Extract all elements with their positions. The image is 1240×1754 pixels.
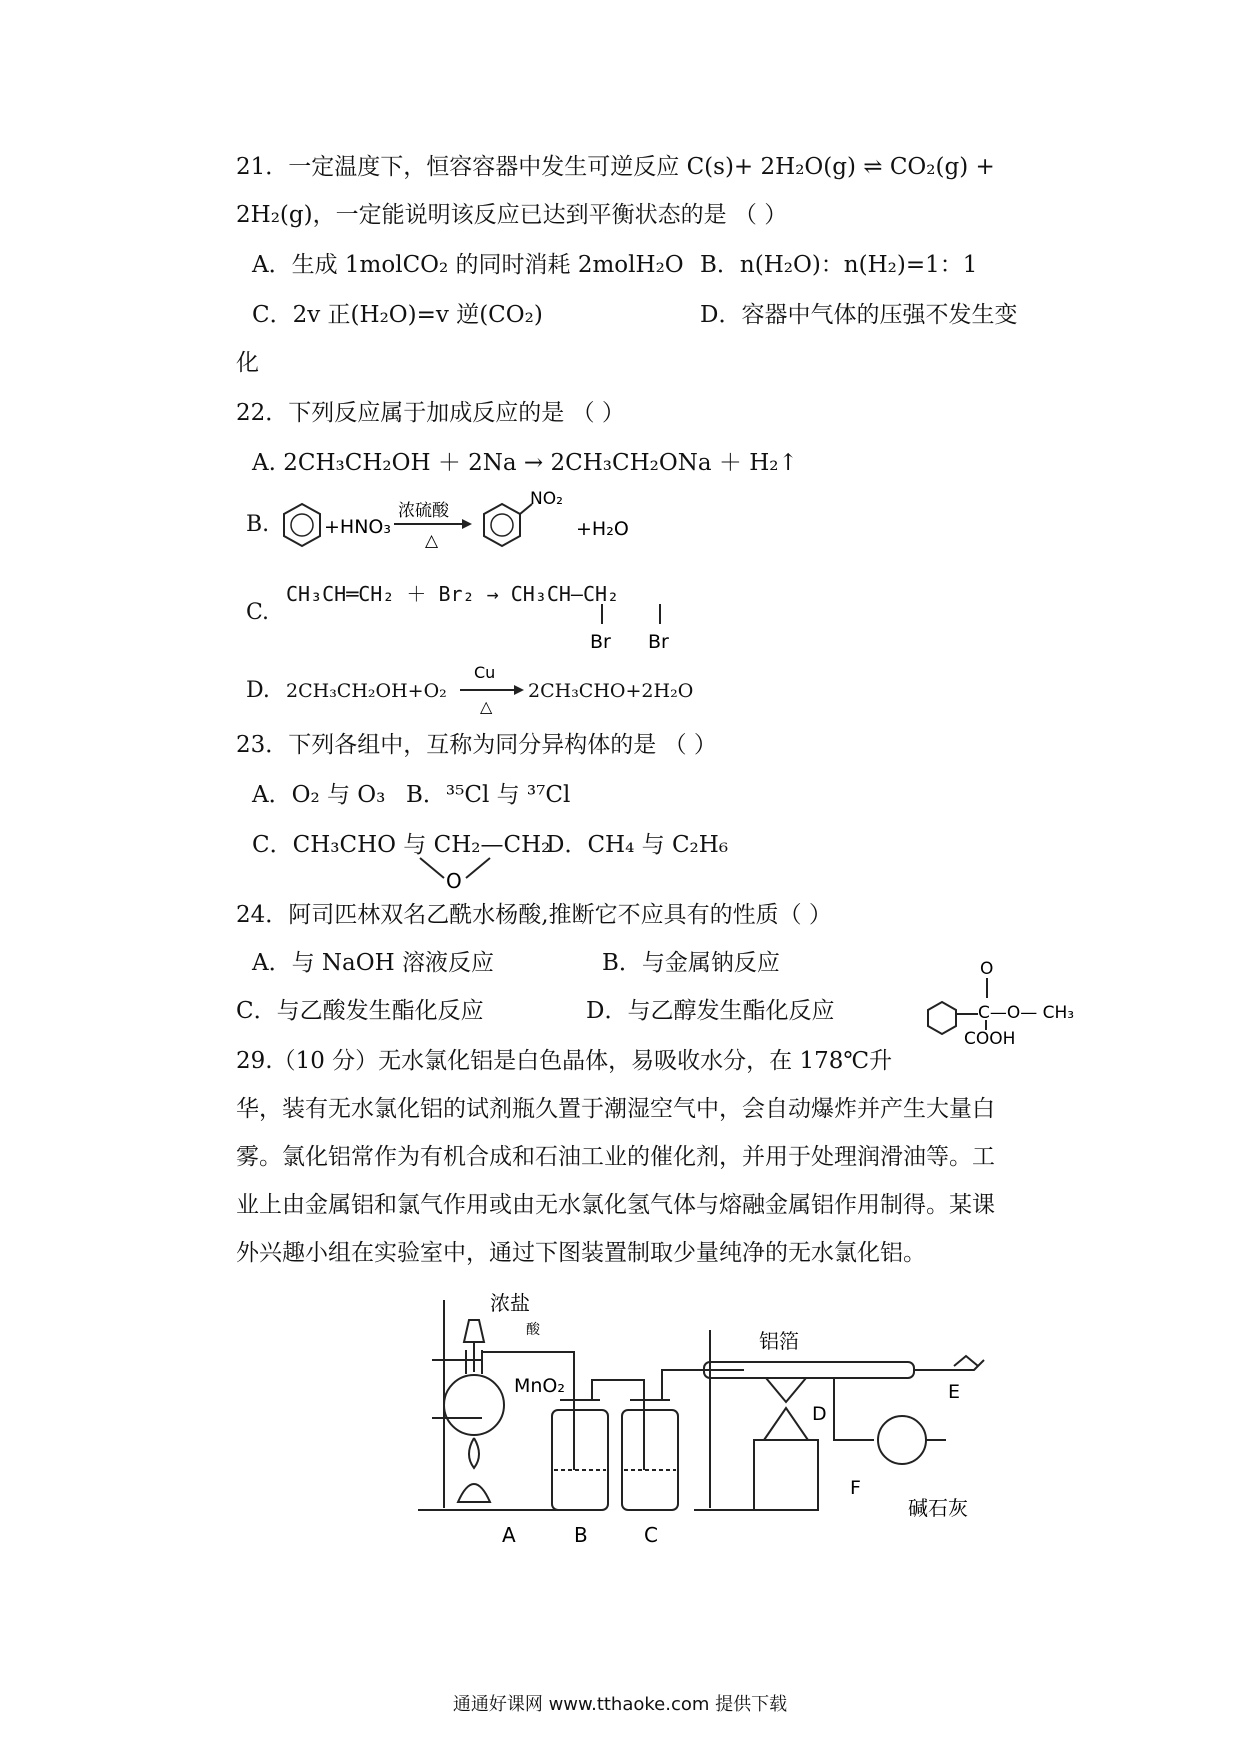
q22-option-d-right: 2CH₃CHO+2H₂O — [528, 680, 694, 702]
q22-d-arrowhead — [514, 685, 524, 695]
q21-option-a: A．生成 1molCO₂ 的同时消耗 2molH₂O — [252, 252, 684, 278]
q22-c-br-1: Br — [590, 631, 611, 653]
funnel-d — [766, 1378, 806, 1402]
q23-option-c: C．CH₃CHO 与 CH₂—CH₂ — [252, 832, 551, 858]
q23-option-a: A．O₂ 与 O₃ — [252, 782, 386, 808]
q21-option-d-continued: 化 — [236, 350, 259, 376]
q22-option-b-scheme — [280, 490, 700, 560]
q22-stem: 22．下列反应属于加成反应的是 （ ） — [236, 400, 625, 426]
page-footer: 通通好课网 www.tthaoke.com 提供下载 — [452, 1694, 788, 1715]
q23-epoxide-ring — [414, 856, 524, 892]
benzene-ring-product — [484, 504, 520, 546]
q22-option-c-substituents — [560, 600, 700, 660]
q22-option-a: A. 2CH₃CH₂OH ＋ 2Na → 2CH₃CH₂ONa ＋ H₂↑ — [252, 450, 798, 476]
q23-epoxide-oxygen: O — [446, 869, 462, 892]
q29-line1: 29.（10 分）无水氯化铝是白色晶体，易吸收水分，在 178℃升 — [236, 1048, 893, 1074]
label-mno2: MnO₂ — [514, 1375, 566, 1397]
aspirin-benzene-ring — [928, 1002, 956, 1034]
q24-option-b: B．与金属钠反应 — [602, 950, 780, 976]
q21-option-c: C．2v 正(H₂O)=v 逆(CO₂) — [252, 302, 543, 328]
q24-stem: 24．阿司匹林双名乙酰水杨酸,推断它不应具有的性质（ ） — [236, 902, 832, 928]
q22-option-d-arrow — [456, 660, 526, 716]
drying-tube-bulb — [878, 1416, 926, 1464]
q23-option-b: B．³⁵Cl 与 ³⁷Cl — [406, 782, 571, 808]
label-a: A — [502, 1523, 516, 1547]
q22-d-condition-top: Cu — [474, 663, 496, 682]
q22-c-br-2: Br — [648, 631, 669, 653]
q22-b-nitro-group: NO₂ — [530, 490, 563, 509]
q24-option-d: D．与乙醇发生酯化反应 — [586, 998, 835, 1024]
q22-option-b-label: B. — [246, 512, 270, 537]
aspirin-ester-group: C—O— CH₃ — [978, 1003, 1075, 1023]
label-conc-hcl-2: 酸 — [526, 1322, 540, 1338]
apparatus-diagram — [414, 1290, 1014, 1550]
q22-option-c-label: C. — [246, 600, 270, 625]
label-c: C — [644, 1523, 658, 1547]
burner-d — [764, 1408, 808, 1440]
q22-d-condition-bottom: △ — [480, 697, 493, 716]
q22-b-condition-bottom: △ — [425, 531, 439, 551]
q22-b-condition-top: 浓硫酸 — [398, 501, 449, 521]
aspirin-cooh: COOH — [964, 1029, 1016, 1046]
collector-e-tip — [954, 1356, 978, 1366]
q22-b-reagent: +HNO₃ — [324, 516, 391, 538]
label-e: E — [948, 1381, 961, 1403]
q29-line2: 华，装有无水氯化铝的试剂瓶久置于潮湿空气中，会自动爆炸并产生大量白 — [236, 1096, 995, 1122]
aspirin-structure — [920, 956, 1120, 1046]
q22-b-product: +H₂O — [576, 518, 629, 540]
q22-option-c-equation: CH₃CH═CH₂ ＋ Br₂ → CH₃CH—CH₂ — [286, 582, 620, 606]
q21-line2: 2H₂(g)，一定能说明该反应已达到平衡状态的是 （ ） — [236, 202, 788, 228]
q29-line3: 雾。氯化铝常作为有机合成和石油工业的催化剂，并用于处理润滑油等。工 — [236, 1144, 995, 1170]
epoxide-bond-left — [420, 858, 444, 878]
dropping-funnel — [464, 1320, 484, 1342]
q21-option-d: D．容器中气体的压强不发生变 — [700, 302, 1018, 328]
q22-option-d-left: 2CH₃CH₂OH+O₂ — [286, 680, 447, 702]
q21-option-b: B．n(H₂O)：n(H₂)=1：1 — [700, 252, 978, 278]
q22-b-arrowhead — [462, 519, 472, 529]
tube-c-d — [662, 1370, 744, 1400]
q23-stem: 23．下列各组中，互称为同分异构体的是 （ ） — [236, 732, 717, 758]
benzene-ring-product-circle — [491, 514, 513, 536]
q24-option-c: C．与乙酸发生酯化反应 — [236, 998, 484, 1024]
label-b: B — [574, 1523, 588, 1547]
q29-line5: 外兴趣小组在实验室中，通过下图装置制取少量纯净的无水氯化铝。 — [236, 1240, 926, 1266]
label-al-foil: 铝箔 — [759, 1329, 799, 1353]
round-flask — [444, 1375, 504, 1435]
q22-option-d-label: D. — [246, 678, 270, 703]
benzene-ring-reactant — [284, 504, 320, 546]
q23-option-d: D．CH₄ 与 C₂H₆ — [546, 832, 729, 858]
q29-line4: 业上由金属铝和氯气作用或由无水氯化氢气体与熔融金属铝作用制得。某课 — [236, 1192, 995, 1218]
label-conc-hcl-1: 浓盐 — [490, 1291, 530, 1315]
benzene-ring-reactant-circle — [291, 514, 313, 536]
bottle-c — [622, 1410, 678, 1510]
label-d: D — [812, 1403, 827, 1425]
label-soda-lime: 碱石灰 — [908, 1496, 968, 1520]
label-f: F — [850, 1477, 861, 1499]
block-d — [754, 1440, 818, 1510]
burner-flame — [469, 1438, 479, 1468]
alcohol-lamp — [458, 1484, 490, 1502]
tube-f — [834, 1378, 874, 1440]
q21-line1: 21．一定温度下，恒容容器中发生可逆反应 C(s)+ 2H₂O(g) ⇌ CO₂(g) + — [236, 154, 995, 180]
q24-option-a: A．与 NaOH 溶液反应 — [252, 950, 494, 976]
tube-b-c — [592, 1380, 644, 1470]
aspirin-carbonyl-o: O — [980, 959, 994, 979]
bottle-b — [552, 1410, 608, 1510]
epoxide-bond-right — [466, 858, 490, 878]
